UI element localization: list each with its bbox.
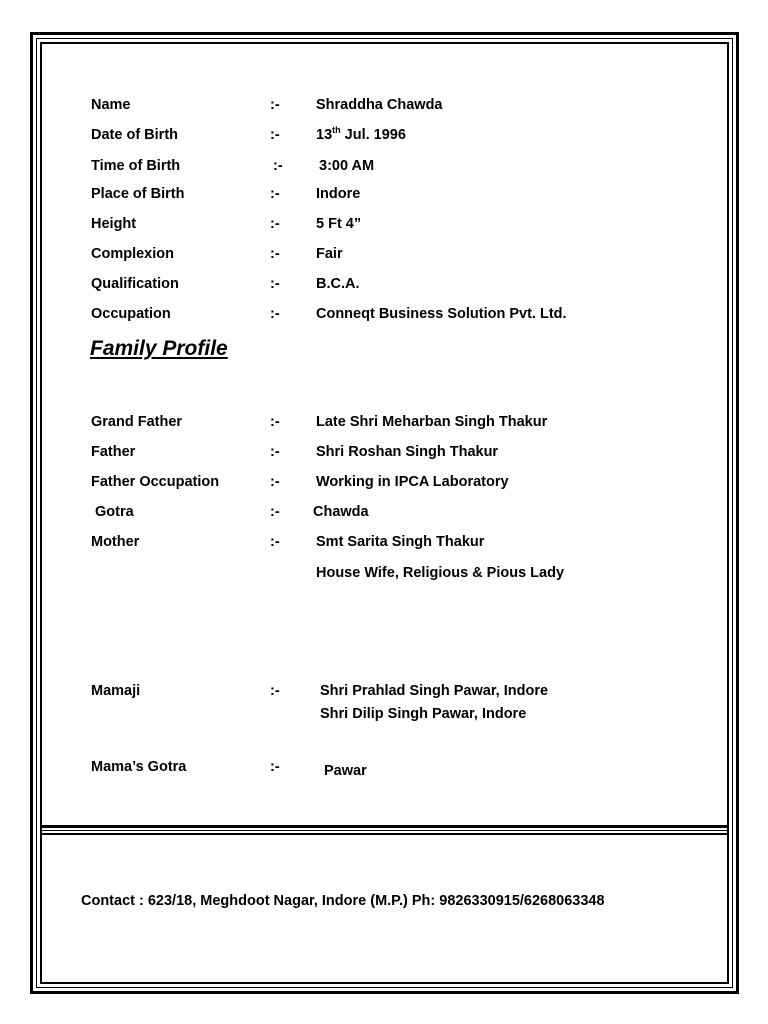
dob-day: 13 <box>316 127 333 143</box>
qualification-separator: :- <box>270 276 280 292</box>
mamaji-value-1: Shri Prahlad Singh Pawar, Indore <box>320 683 549 699</box>
mother-value: Smt Sarita Singh Thakur <box>316 534 485 550</box>
occupation-value: Conneqt Business Solution Pvt. Ltd. <box>316 306 567 322</box>
tob-label: Time of Birth <box>91 158 181 174</box>
family-profile-heading: Family Profile <box>90 337 228 360</box>
height-separator: :- <box>270 216 280 232</box>
mama-gotra-value: Pawar <box>324 763 367 779</box>
contact-line: Contact : 623/18, Meghdoot Nagar, Indore (M.P.) Ph: 9826330915/6268063348 <box>81 893 605 909</box>
father-occupation-separator: :- <box>270 474 280 490</box>
mother-label: Mother <box>91 534 140 550</box>
dob-label: Date of Birth <box>91 127 178 143</box>
complexion-separator: :- <box>270 246 280 262</box>
father-separator: :- <box>270 444 280 460</box>
mamaji-label: Mamaji <box>91 683 141 699</box>
grandfather-label: Grand Father <box>91 414 183 430</box>
tob-separator: :- <box>273 158 283 174</box>
mamaji-separator: :- <box>270 683 280 699</box>
pob-value: Indore <box>316 186 361 202</box>
height-value: 5 Ft 4” <box>316 216 362 232</box>
gotra-value: Chawda <box>313 504 369 520</box>
complexion-label: Complexion <box>91 246 174 262</box>
mother-description: House Wife, Religious & Pious Lady <box>316 565 565 581</box>
grandfather-separator: :- <box>270 414 280 430</box>
occupation-label: Occupation <box>91 306 171 322</box>
footer-divider-thick <box>41 825 728 828</box>
father-occupation-value: Working in IPCA Laboratory <box>316 474 509 490</box>
footer-divider-bottom <box>41 833 728 835</box>
inner-border <box>40 42 729 984</box>
mother-separator: :- <box>270 534 280 550</box>
mamaji-value-2: Shri Dilip Singh Pawar, Indore <box>320 706 527 722</box>
gotra-separator: :- <box>270 504 280 520</box>
father-label: Father <box>91 444 136 460</box>
father-occupation-label: Father Occupation <box>91 474 220 490</box>
name-label: Name <box>91 97 131 113</box>
complexion-value: Fair <box>316 246 343 262</box>
footer-divider-thin <box>41 830 728 831</box>
dob-separator: :- <box>270 127 280 143</box>
pob-label: Place of Birth <box>91 186 185 202</box>
mama-gotra-label: Mama’s Gotra <box>91 759 187 775</box>
height-label: Height <box>91 216 137 232</box>
gotra-label: Gotra <box>95 504 134 520</box>
qualification-value: B.C.A. <box>316 276 360 292</box>
qualification-label: Qualification <box>91 276 179 292</box>
occupation-separator: :- <box>270 306 280 322</box>
mama-gotra-separator: :- <box>270 759 280 775</box>
name-separator: :- <box>270 97 280 113</box>
father-value: Shri Roshan Singh Thakur <box>316 444 499 460</box>
dob-ordinal: th <box>332 125 341 136</box>
name-value: Shraddha Chawda <box>316 97 443 113</box>
tob-value: 3:00 AM <box>319 158 375 174</box>
grandfather-value: Late Shri Meharban Singh Thakur <box>316 414 548 430</box>
dob-value <box>316 126 406 144</box>
pob-separator: :- <box>270 186 280 202</box>
dob-month-year: Jul. 1996 <box>340 127 406 143</box>
